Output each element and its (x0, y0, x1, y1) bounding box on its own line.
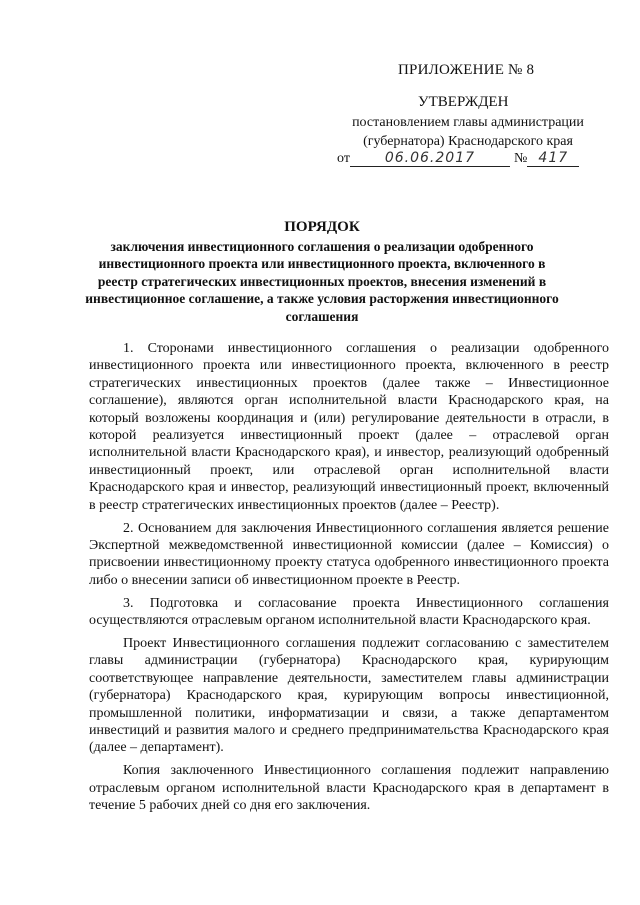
handwritten-date: 06.06.2017 (350, 150, 510, 167)
handwritten-number: 417 (527, 150, 579, 167)
title-main: ПОРЯДОК (284, 219, 360, 235)
document-body (89, 340, 609, 820)
date-prefix: от (337, 151, 350, 166)
decree-reference (337, 113, 599, 151)
number-prefix: № (513, 151, 528, 166)
appendix-label: ПРИЛОЖЕНИЕ № 8 (398, 62, 535, 78)
paragraph-4: Проект Инвестиционного соглашения подлежит согласованию с заместителем главы администрации (губернатора) Краснодарского края, курирующим соответствующее направление деятельности, заместителем главы администрации (губернатора) Краснодарского края, курирующим вопросы инвестиционной, промышленной политики, информатизации и связи, а также департаментом инвестиций и развития малого и среднего предпринимательства Краснодарского края (далее – департамент). (89, 636, 609, 756)
paragraph-2: 2. Основанием для заключения Инвестиционного соглашения является решение Экспертной межведомственной инвестиционной комиссии (далее – Комиссия) о присвоении инвестиционному проекту статуса одобренного инвестиционного проекта либо о внесении записи об инвестиционном проекте в Реестр. (89, 520, 609, 588)
title-subtitle: заключения инвестиционного соглашения о реализации одобренного инвестиционного проекта или инвестиционного проекта, включенного в реестр стратегических инвестиционных проектов, внесения изменений в инвестиционное соглашение, а также условия расторжения инвестиционного соглашения (85, 238, 559, 324)
decree-line-1: постановлением главы администрации (352, 115, 584, 130)
document-title (80, 219, 564, 325)
decree-line-2: (губернатора) Краснодарского края (363, 134, 573, 149)
approved-label: УТВЕРЖДЕН (418, 94, 509, 110)
paragraph-5: Копия заключенного Инвестиционного соглашения подлежит направлению отраслевым органом исполнительной власти Краснодарского края в департамент в течение 5 рабочих дней со дня его заключения. (89, 763, 609, 814)
paragraph-1: 1. Сторонами инвестиционного соглашения о реализации одобренного инвестиционного проекта или инвестиционного проекта, включенного в реестр стратегических инвестиционных проектов (далее также – Инвестиционное соглашение), являются орган исполнительной власти Краснодарского края, на который возложены координация и (или) регулирование деятельности в отрасли, в которой реализуется инвестиционный проект (далее – отраслевой орган исполнительной власти Краснодарского края), и инвестор, реализующий одобренный инвестиционный проект, или отраслевой орган исполнительной власти Краснодарского края и инвестор, реализующий инвестиционный проект, включенный в реестр стратегических инвестиционных проектов (далее – Реестр). (89, 341, 609, 513)
paragraph-3: 3. Подготовка и согласование проекта Инвестиционного соглашения осуществляются отраслевым органом исполнительной власти Краснодарского края. (89, 595, 609, 629)
decree-date-line (337, 150, 599, 167)
